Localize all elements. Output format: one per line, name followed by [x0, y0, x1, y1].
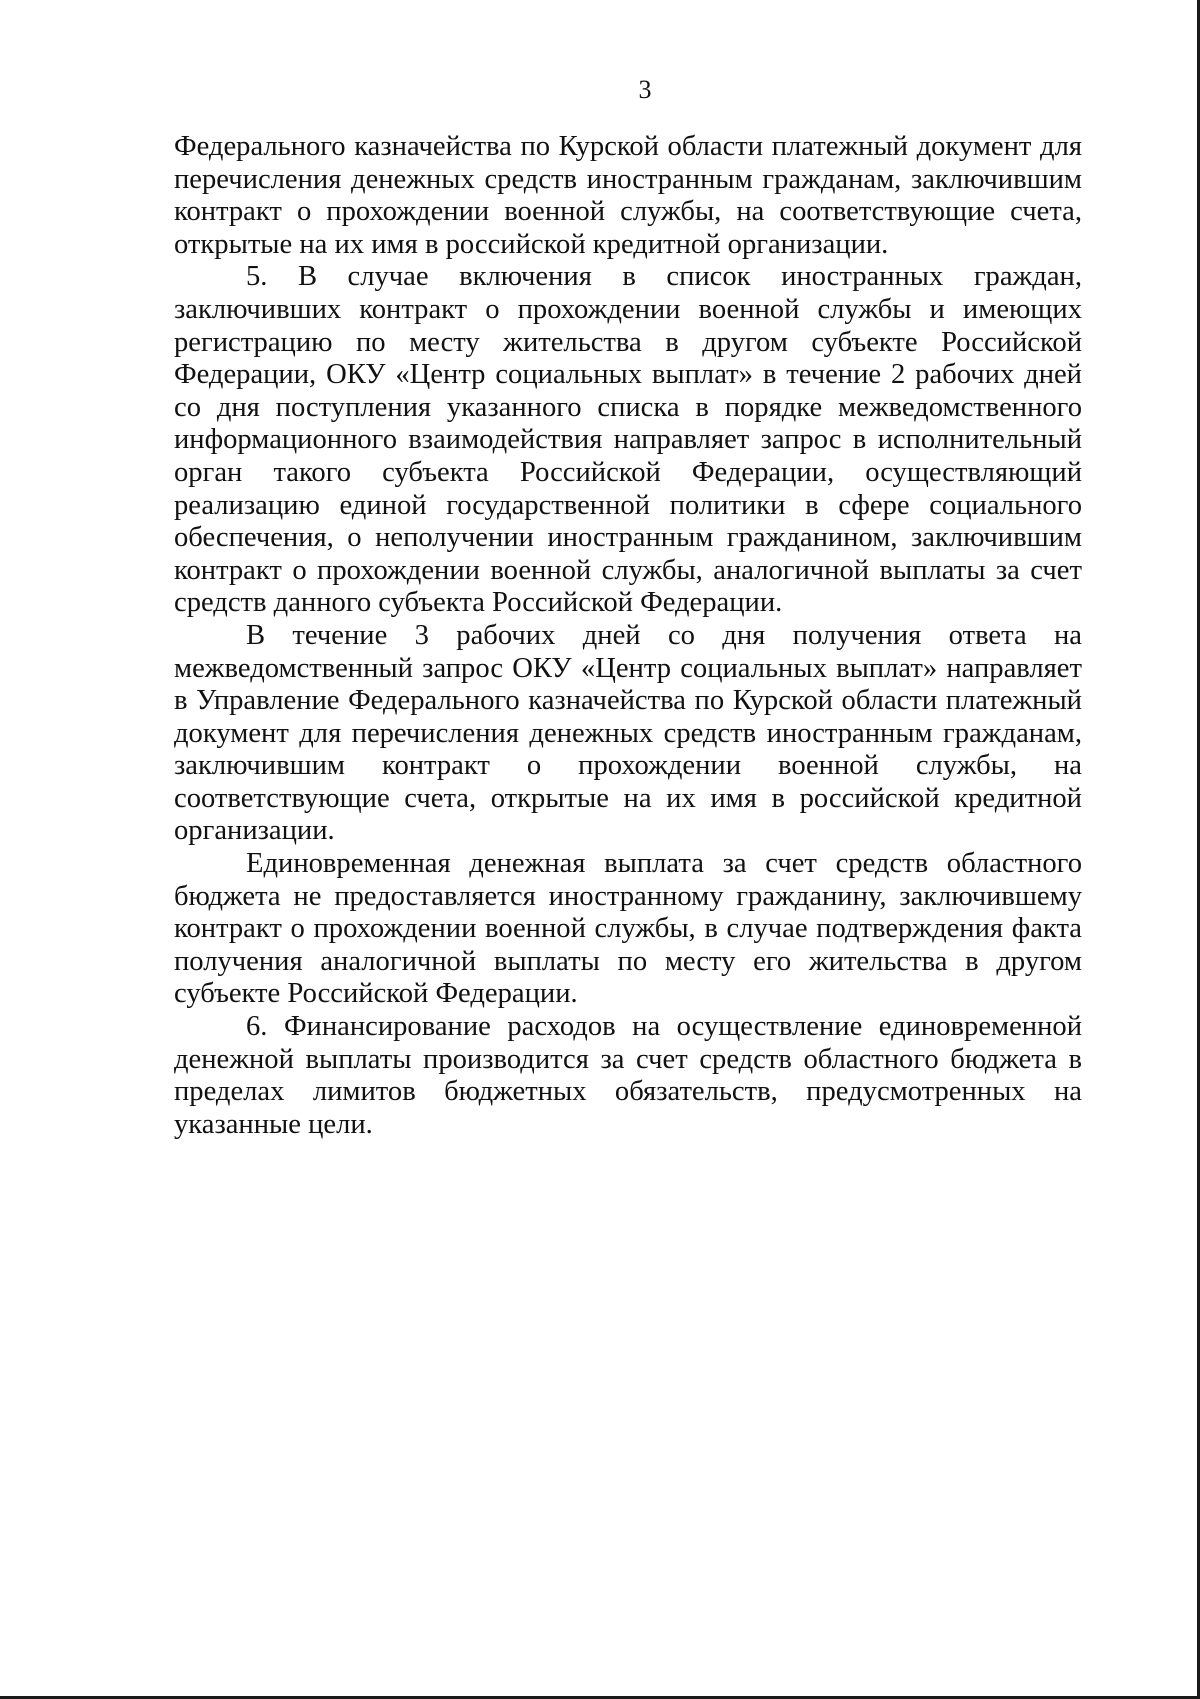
paragraph-item-5-exclusion: Единовременная денежная выплата за счет средств областного бюджета не предоставляется иностранному гражданину, заключившему контракт о прохождении военной службы, в случае подтверждения факта получения аналогичной выплаты по месту его жительства в другом субъекте Российской Федерации.	[174, 848, 1082, 1010]
paragraph-item-5: 5. В случае включения в список иностранных граждан, заключивших контракт о прохождении военной службы и имеющих регистрацию по месту жительства в другом субъекте Российской Федерации, ОКУ «Центр социальных выплат» в течение 2 рабочих дней со дня поступления указанного списка в порядке межведомственного информационного взаимодействия направляет запрос в исполнительный орган такого субъекта Российской Федерации, осуществляющий реализацию единой государственной политики в сфере социального обеспечения, о неполучении иностранным гражданином, заключившим контракт о прохождении военной службы, аналогичной выплаты за счет средств данного субъекта Российской Федерации.	[174, 261, 1082, 619]
paragraph-continuation: Федерального казначейства по Курской области платежный документ для перечисления денежных средств иностранным гражданам, заключившим контракт о прохождении военной службы, на соответствующие счета, открытые на их имя в российской кредитной организации.	[174, 131, 1082, 260]
document-body	[174, 131, 1082, 1141]
paragraph-item-6: 6. Финансирование расходов на осуществление единовременной денежной выплаты производится за счет средств областного бюджета в пределах лимитов бюджетных обязательств, предусмотренных на указанные цели.	[174, 1011, 1082, 1140]
page-number: 3	[638, 75, 652, 104]
paragraph-item-5-response: В течение 3 рабочих дней со дня получения ответа на межведомственный запрос ОКУ «Центр социальных выплат» направляет в Управление Федерального казначейства по Курской области платежный документ для перечисления денежных средств иностранным гражданам, заключившим контракт о прохождении военной службы, на соответствующие счета, открытые на их имя в российской кредитной организации.	[174, 619, 1082, 847]
